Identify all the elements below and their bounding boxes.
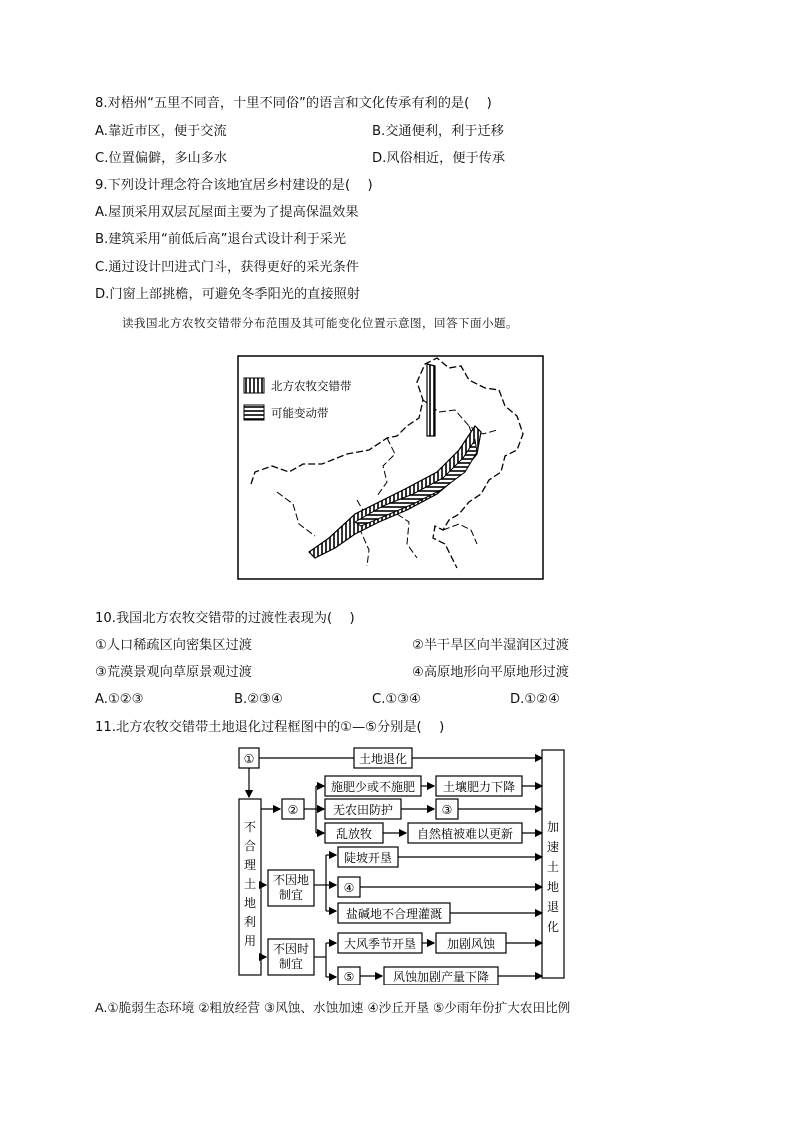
q8-option-d: D.风俗相近，便于传承 — [372, 151, 506, 166]
q10-choice-a: A.①②③ — [95, 692, 144, 707]
q10-option-2: ②半干旱区向半湿润区过渡 — [412, 638, 569, 653]
q9-option-b: B.建筑采用“前低后高”退台式设计利于采光 — [95, 232, 347, 247]
q9-option-a: A.屋顶采用双层瓦屋面主要为了提高保温效果 — [95, 205, 359, 220]
label-land-degradation: 土地退化 — [358, 752, 408, 766]
q10-choice-b: B.②③④ — [234, 692, 283, 707]
label-saline-irrigation: 盐碱地不合理灌溉 — [345, 907, 443, 921]
q8-option-c: C.位置偏僻，多山多水 — [95, 151, 228, 166]
q10-option-4: ④高原地形向平原地形过渡 — [412, 665, 569, 680]
label-not-suited-time-1: 不因时 — [272, 942, 310, 956]
label-no-farmland-protection: 无农田防护 — [332, 803, 394, 817]
label-4: ④ — [343, 881, 355, 895]
legend-label-change: 可能变动带 — [271, 406, 329, 420]
q9-option-d: D.门窗上部挑檐，可避免冬季阳光的直接照射 — [95, 287, 360, 302]
label-steep-slope-reclaim: 陡坡开垦 — [343, 851, 393, 865]
label-5: ⑤ — [343, 970, 355, 984]
q8-option-a: A.靠近市区，便于交流 — [95, 124, 227, 139]
legend-label-ecotone: 北方农牧交错带 — [271, 379, 352, 393]
q11-option-a: A.①脆弱生态环境 ②粗放经营 ③风蚀、水蚀加速 ④沙丘开垦 ⑤少雨年份扩大农田比例 — [95, 1000, 571, 1015]
q11-stem: 11.北方农牧交错带土地退化过程框图中的①—⑤分别是( ) — [95, 720, 445, 735]
q10-choice-c: C.①③④ — [372, 692, 421, 707]
north-ecotone-strip — [427, 364, 435, 436]
label-vegetation-hard-renew: 自然植被难以更新 — [416, 827, 514, 841]
label-erosion-yield-decline: 风蚀加剧产量下降 — [392, 970, 490, 984]
label-overgrazing: 乱放牧 — [335, 827, 373, 841]
legend-horizontal-swatch — [244, 405, 264, 420]
label-3: ③ — [441, 803, 453, 817]
label-not-suited-time-2: 制宜 — [278, 957, 304, 971]
q9-stem: 9.下列设计理念符合该地宜居乡村建设的是( ) — [95, 178, 373, 193]
q10-option-3: ③荒漠景观向草原景观过渡 — [95, 665, 252, 680]
map-figure — [237, 354, 545, 582]
q9-option-c: C.通过设计凹进式门斗，获得更好的采光条件 — [95, 260, 359, 275]
label-not-suited-place-1: 不因地 — [272, 873, 310, 887]
label-irrational-land-use: 不合理土地利用 — [243, 820, 257, 948]
label-not-suited-place-2: 制宜 — [278, 888, 304, 902]
label-soil-fertility-decline: 土壤肥力下降 — [442, 780, 516, 794]
label-1: ① — [243, 752, 255, 766]
q10-option-1: ①人口稀疏区向密集区过渡 — [95, 638, 252, 653]
legend-vertical-swatch — [244, 378, 264, 393]
land-degradation-flowchart — [236, 745, 582, 985]
q8-option-b: B.交通便利，利于迁移 — [372, 124, 504, 139]
label-aggravate-wind-erosion: 加剧风蚀 — [446, 937, 496, 951]
q10-stem: 10.我国北方农牧交错带的过渡性表现为( ) — [95, 611, 355, 626]
label-less-fertilizer: 施肥少或不施肥 — [330, 780, 416, 794]
label-accelerate-degradation: 加速土地退化 — [546, 820, 560, 934]
q10-choice-d: D.①②④ — [510, 692, 560, 707]
q8-stem: 8.对梧州“五里不同音，十里不同俗”的语言和文化传承有利的是( ) — [95, 96, 492, 111]
label-2: ② — [287, 803, 299, 817]
map-intro: 读我国北方农牧交错带分布范围及其可能变化位置示意图，回答下面小题。 — [122, 316, 518, 330]
label-windy-season-reclaim: 大风季节开垦 — [343, 937, 417, 951]
